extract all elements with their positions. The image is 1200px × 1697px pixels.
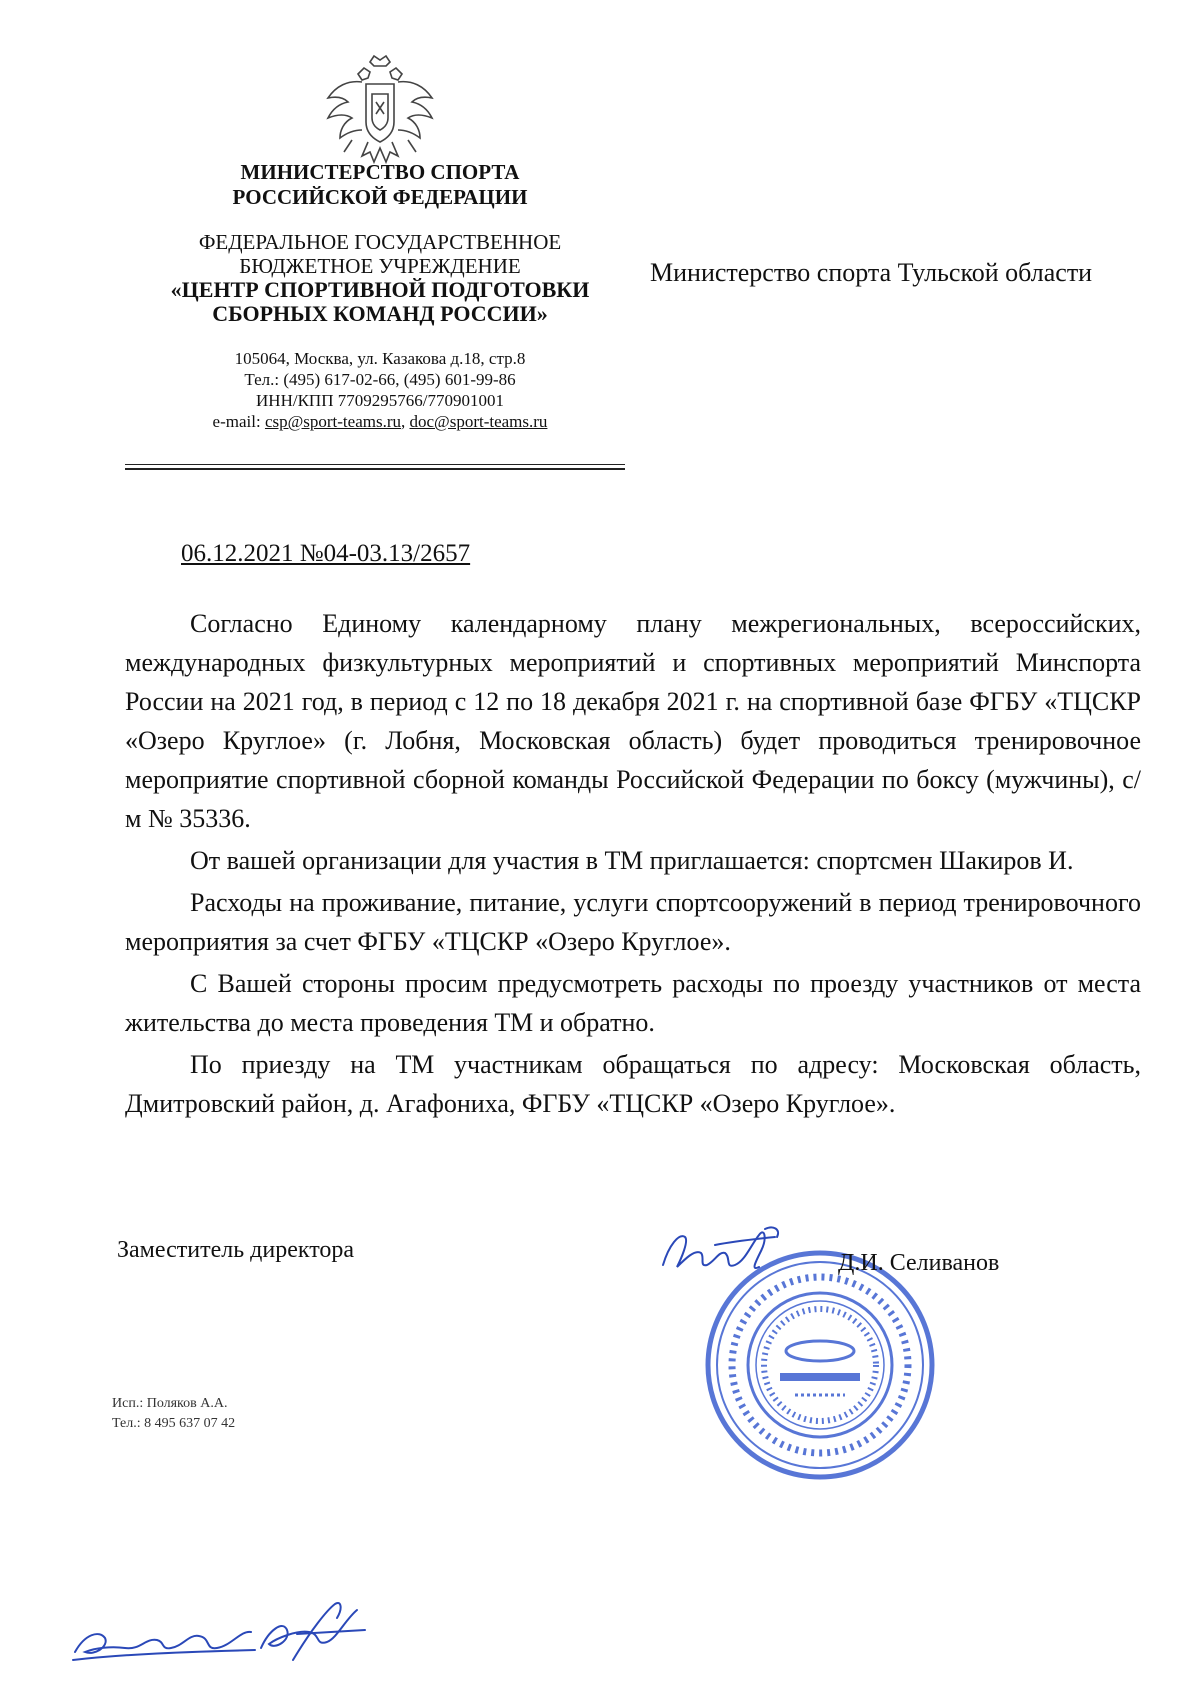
email-line: [130, 411, 630, 432]
institution-line: ФЕДЕРАЛЬНОЕ ГОСУДАРСТВЕННОЕ: [198, 230, 562, 254]
email-link-csp[interactable]: csp@sport-teams.ru: [264, 412, 401, 431]
executor-name: Исп.: Поляков А.А.: [112, 1396, 228, 1411]
letter-body: [125, 604, 1141, 1126]
document-reference: 06.12.2021 №04-03.13/2657: [181, 540, 471, 567]
addressee: Министерство спорта Тульской области: [650, 258, 1093, 287]
institution-heading: [130, 230, 630, 326]
body-paragraph: Расходы на проживание, питание, услуги спортсооружений в период тренировочного мероприятия за счет ФГБУ «ТЦСКР «Озеро Круглое».: [125, 888, 1141, 956]
signatory-position: Заместитель директора: [117, 1237, 355, 1263]
phone-line: Тел.: (495) 617-02-66, (495) 601-99-86: [244, 370, 516, 389]
letterhead-divider: [125, 468, 625, 470]
ministry-line: РОССИЙСКОЙ ФЕДЕРАЦИИ: [232, 185, 528, 209]
email-label: e-mail:: [212, 412, 261, 431]
body-paragraph: Согласно Единому календарному плану межрегиональных, всероссийских, международных физкультурных мероприятий и спортивных мероприятий Минспорта России на 2021 год, в период с 12 по 18 декабря 2021 г. на спортивной базе ФГБУ «ТЦСКР «Озеро Круглое» (г. Лобня, Московская область) будет проводиться тренировочное мероприятие спортивной сборной команды Российской Федерации по боксу (мужчины), с/м № 35336.: [125, 609, 1141, 833]
institution-name-line: «ЦЕНТР СПОРТИВНОЙ ПОДГОТОВКИ: [170, 277, 590, 302]
address-line: 105064, Москва, ул. Казакова д.18, стр.8: [234, 349, 526, 368]
executor-info: [112, 1394, 235, 1434]
ministry-line: МИНИСТЕРСТВО СПОРТА: [240, 160, 520, 184]
coat-of-arms-emblem: [318, 52, 442, 170]
ministry-heading: [130, 160, 630, 210]
inn-line: ИНН/КПП 7709295766/770901001: [256, 391, 504, 410]
letterhead-divider: [125, 464, 625, 465]
body-paragraph: С Вашей стороны просим предусмотреть расходы по проезду участников от места жительства до места проведения ТМ и обратно.: [125, 969, 1141, 1037]
institution-name-line: СБОРНЫХ КОМАНД РОССИИ»: [212, 301, 548, 326]
letterhead-contacts: [130, 348, 630, 432]
body-paragraph: От вашей организации для участия в ТМ приглашается: спортсмен Шакиров И.: [190, 846, 1074, 875]
director-signature: [655, 1215, 805, 1285]
email-separator: ,: [401, 412, 406, 431]
signatory-name: Д.И. Селиванов: [838, 1250, 1000, 1276]
body-paragraph: По приезду на ТМ участникам обращаться по адресу: Московская область, Дмитровский район, д. Агафониха, ФГБУ «ТЦСКР «Озеро Круглое».: [125, 1050, 1141, 1118]
executor-phone: Тел.: 8 495 637 07 42: [112, 1416, 236, 1431]
institution-line: БЮДЖЕТНОЕ УЧРЕЖДЕНИЕ: [239, 254, 521, 278]
handwritten-approval-signature: [65, 1590, 395, 1680]
email-link-doc[interactable]: doc@sport-teams.ru: [409, 412, 548, 431]
